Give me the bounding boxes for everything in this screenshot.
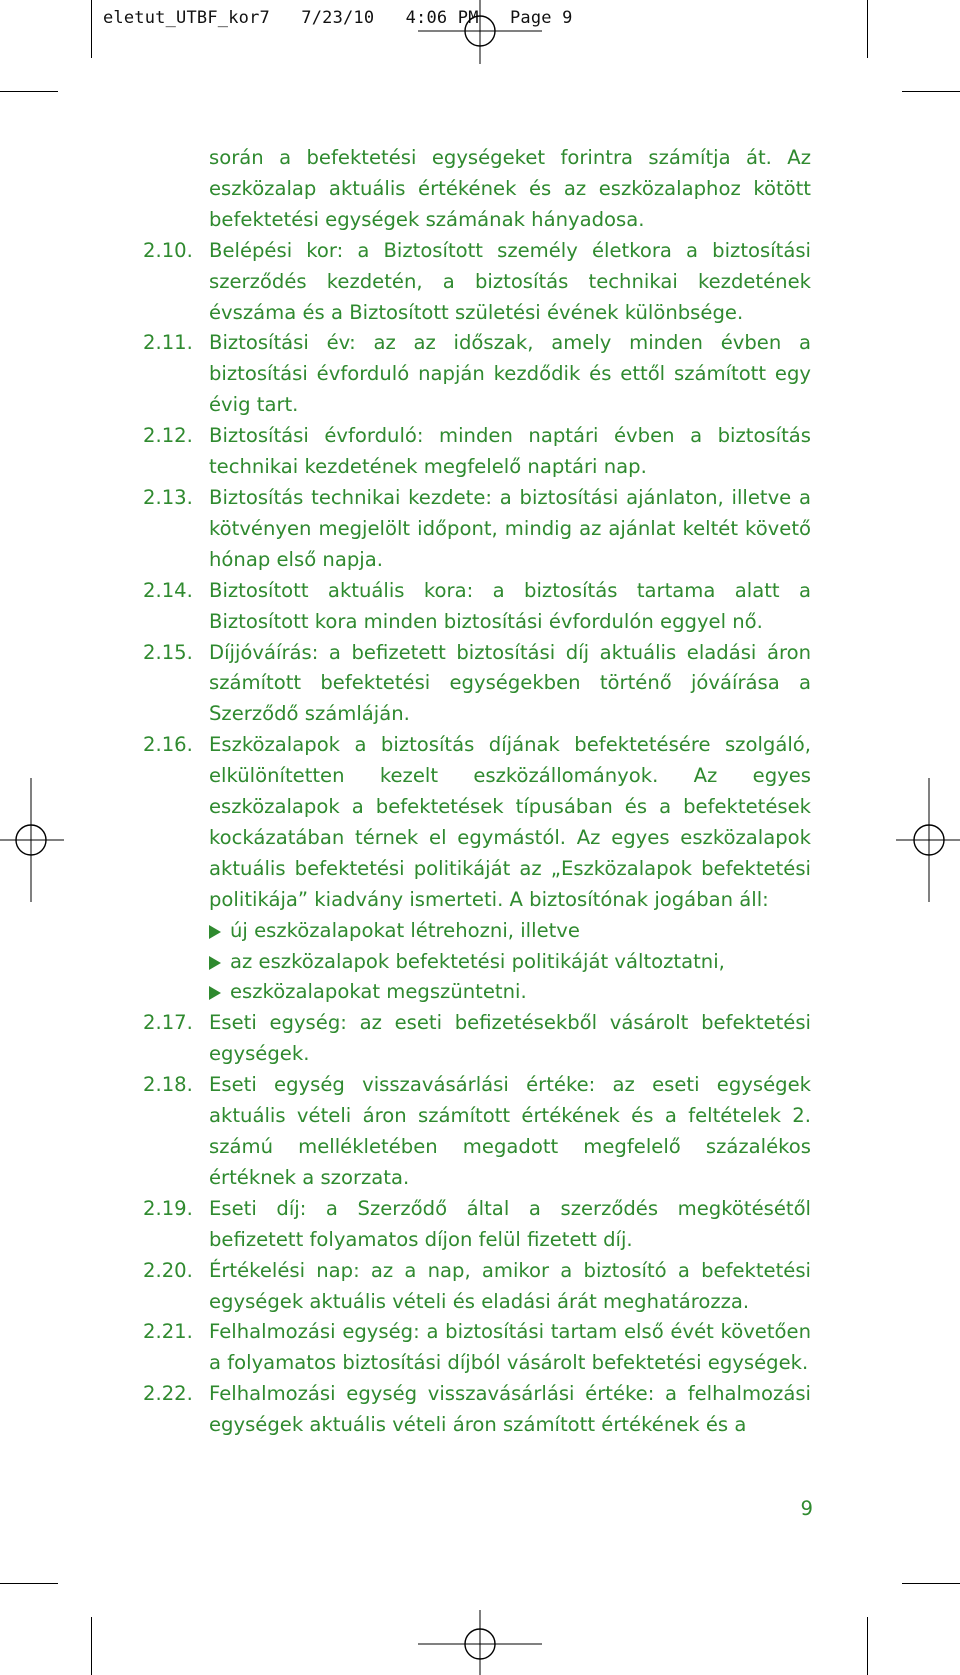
- triangle-bullet-icon: [209, 925, 221, 939]
- definition-number: 2.19.: [143, 1196, 193, 1220]
- definition-number: 2.12.: [143, 424, 193, 448]
- definition-number: 2.10.: [143, 238, 193, 262]
- definition-text: Eseti egység visszavásárlási értéke: az eseti egységek aktuális vételi áron számított értékének és a feltételek 2. számú mellékletében megadott megfelelő százalékos értéknek a szorzata.: [209, 1073, 811, 1189]
- crop-mark: [902, 1583, 960, 1584]
- definition-item: [143, 576, 811, 638]
- intro-text: során a befektetési egységeket forintra számítja át. Az eszközalap aktuális értékének és az eszközalaphoz kötött befektetési egységek számának hányadosa.: [209, 146, 811, 231]
- crop-mark: [91, 1617, 92, 1675]
- crop-mark: [867, 0, 868, 58]
- definition-text: Eseti díj: a Szerződő által a szerződés megkötésétől befizetett folyamatos díjon felül fizetett díj.: [209, 1196, 811, 1251]
- page-number: 9: [800, 1497, 813, 1520]
- print-slug-line: eletut_UTBF_kor7 7/23/10 4:06 PM Page 9: [103, 8, 573, 28]
- bullet-item: [209, 916, 811, 947]
- definition-text: Díjjóváírás: a befizetett biztosítási díj aktuális eladási áron számított befektetési egységekben történő jóváírása a Szerződő számláján.: [209, 640, 811, 726]
- registration-mark-left: [0, 778, 64, 902]
- definition-text: Eseti egység: az eseti befizetésekből vásárolt befektetési egységek.: [209, 1011, 811, 1066]
- definition-item: [143, 1256, 811, 1318]
- bullet-text: az eszközalapok befektetési politikáját változtatni,: [230, 949, 725, 973]
- definition-number: 2.17.: [143, 1011, 193, 1035]
- definition-item: [143, 730, 811, 1008]
- definition-item: [143, 1194, 811, 1256]
- crop-mark: [867, 1617, 868, 1675]
- definition-item: [143, 328, 811, 421]
- definition-item: [143, 1379, 811, 1441]
- definition-item: [143, 483, 811, 576]
- definition-number: 2.21.: [143, 1320, 193, 1344]
- crop-mark: [0, 91, 58, 92]
- definition-item: [143, 421, 811, 483]
- definition-item: [143, 1070, 811, 1194]
- definition-number: 2.11.: [143, 331, 193, 355]
- definition-item: [143, 638, 811, 731]
- intro-paragraph: [143, 143, 811, 236]
- definition-text: Biztosított aktuális kora: a biztosítás tartama alatt a Biztosított kora minden biztosítási évfordulón eggyel nő.: [209, 578, 811, 633]
- crop-mark: [91, 0, 92, 58]
- definition-item: [143, 1317, 811, 1379]
- definition-text: Eszközalapok a biztosítás díjának befektetésére szolgáló, elkülönítetten kezelt eszközállományok. Az egyes eszközalapok a befektetések típusában és a befektetések kockázatában térnek el egymástól. Az egyes eszközalapok aktuális befektetési politikáját az „Eszközalapok befektetési politikája” kiadvány ismerteti. A biztosítónak jogában áll:: [209, 733, 811, 911]
- bullet-text: eszközalapokat megszüntetni.: [230, 980, 527, 1004]
- definition-item: [143, 236, 811, 329]
- definition-number: 2.22.: [143, 1382, 193, 1406]
- definition-number: 2.18.: [143, 1073, 193, 1097]
- definition-number: 2.13.: [143, 485, 193, 509]
- registration-mark-top: [418, 0, 542, 64]
- registration-mark-bottom: [418, 1610, 542, 1675]
- bullet-item: [209, 977, 811, 1008]
- definition-text: Értékelési nap: az a nap, amikor a biztosító a befektetési egységek aktuális vételi és eladási árát meghatározza.: [209, 1258, 811, 1313]
- definition-text: Felhalmozási egység visszavásárlási értéke: a felhalmozási egységek aktuális vételi áron számított értékének és a: [209, 1382, 811, 1437]
- definition-item: [143, 1008, 811, 1070]
- registration-mark-right: [896, 778, 960, 902]
- definitions-content: [143, 143, 811, 1441]
- crop-mark: [902, 91, 960, 92]
- definition-number: 2.16.: [143, 733, 193, 757]
- bullet-item: [209, 947, 811, 978]
- crop-mark: [0, 1583, 58, 1584]
- definition-number: 2.15.: [143, 640, 193, 664]
- triangle-bullet-icon: [209, 956, 221, 970]
- definition-text: Biztosítás technikai kezdete: a biztosítási ajánlaton, illetve a kötvényen megjelölt időpont, mindig az ajánlat keltét követő hónap első napja.: [209, 485, 811, 571]
- definition-text: Biztosítási év: az az időszak, amely minden évben a biztosítási évforduló napján kezdődik és ettől számított egy évig tart.: [209, 331, 811, 417]
- triangle-bullet-icon: [209, 986, 221, 1000]
- definition-number: 2.20.: [143, 1258, 193, 1282]
- definition-text: Felhalmozási egység: a biztosítási tartam első évét követően a folyamatos biztosítási díjból vásárolt befektetési egységek.: [209, 1320, 811, 1375]
- definition-number: 2.14.: [143, 578, 193, 602]
- definition-text: Biztosítási évforduló: minden naptári évben a biztosítás technikai kezdetének megfelelő naptári nap.: [209, 424, 811, 479]
- bullet-text: új eszközalapokat létrehozni, illetve: [230, 918, 580, 942]
- definition-text: Belépési kor: a Biztosított személy életkora a biztosítási szerződés kezdetén, a biztosítás technikai kezdetének évszáma és a Biztosított születési évének különbsége.: [209, 238, 811, 324]
